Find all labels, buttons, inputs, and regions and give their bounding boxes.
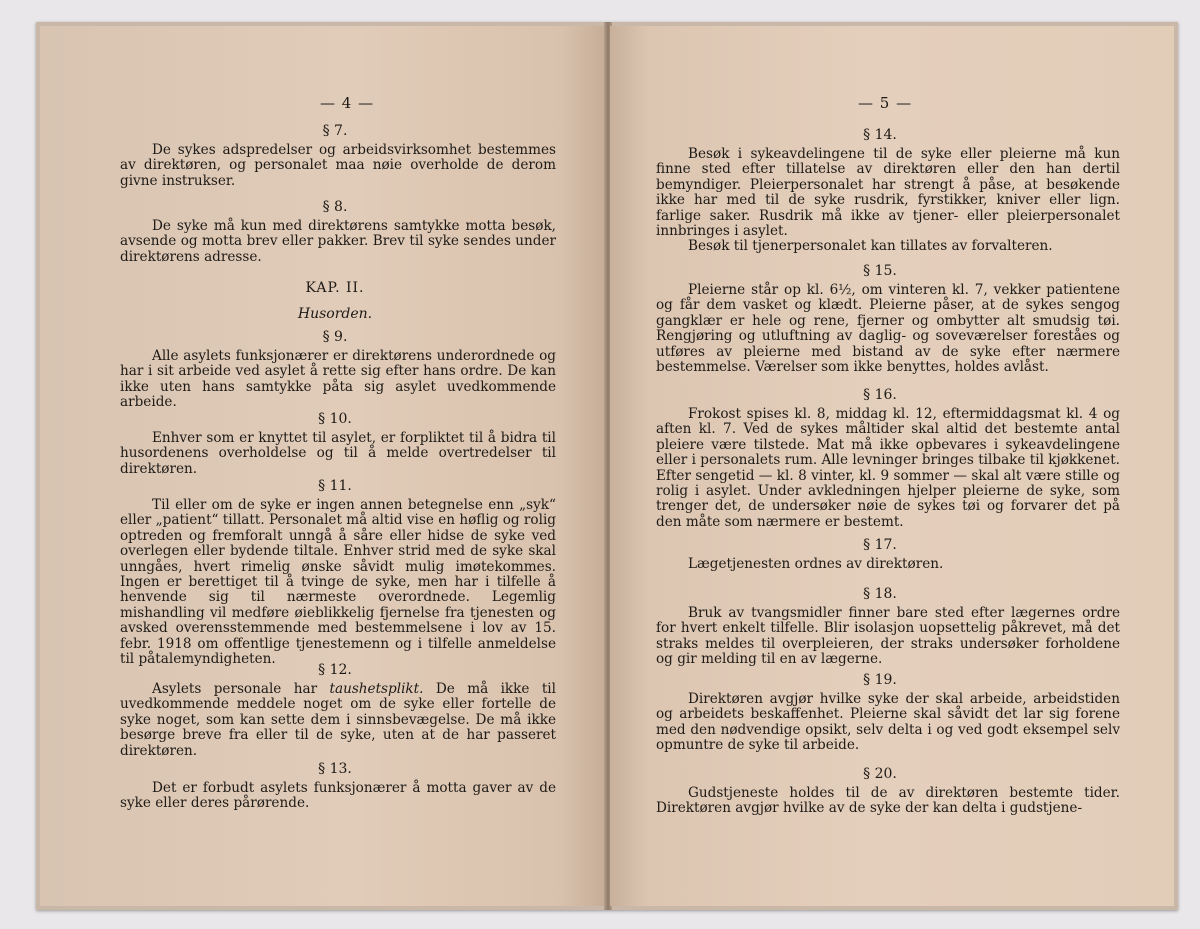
page-number-left: — 4 — — [320, 94, 375, 112]
section-heading: § 13. — [318, 761, 352, 777]
section-text: Pleierne står op kl. 6½, om vinteren kl. 7, vekker patientene og får dem vasket og klædt. Pleierne påser, at de sykes sengog gangklær er hele og rene, fjerner og ombytter alt smudsig tøi. Rengjøring og utluftning av daglig- og soveværelser foreståes og utføres av pleierne med bistand av de syke efter nærmere bestemmelse. Værelser som ikke benyttes, holdes avlåst. — [656, 282, 1120, 376]
section-text: Til eller om de syke er ingen annen betegnelse enn „syk“ eller „patient“ tillatt. Personalet må altid vise en høflig og rolig optreden og fremforalt unngå å såre eller hidse de syke ved overlegen eller bydende tiltale. Enhver strid med de syke skal unngåes, hvert rimelig ønske såvidt mulig imøtekommes. Ingen er berettiget til å tvinge de syke, men har i tilfelle å henvende sig til nærmeste overordnede. Legemlig mishandling vil medføre øieblikkelig fjernelse fra tjenesten og avsked overensstemmende med bestemmelsene i lov av 15. febr. 1918 om offentlige tjenestemenn og i tilfelle anmeldelse til påtalemyndigheten. — [120, 497, 557, 668]
section-heading: § 7. — [322, 123, 348, 139]
left-page — [40, 26, 606, 906]
section-text: De sykes adspredelser og arbeidsvirksomhet bestemmes av direktøren, og personalet maa nøie overholde de derom givne instrukser. — [120, 142, 556, 189]
section-text: Bruk av tvangsmidler finner bare sted efter lægernes ordre for hvert enkelt tilfelle. Blir isolasjon uopsettelig påkrevet, må det straks meldes til overpleieren, der straks undersøker forholdene og gir melding til en av lægerne. — [656, 605, 1120, 668]
section-heading: § 16. — [863, 387, 897, 403]
section-text: Lægetjenesten ordnes av direktøren. — [688, 556, 944, 572]
open-booklet — [36, 22, 1178, 910]
section-text: Alle asylets funksjonærer er direktørens underordnede og har i sit arbeide ved asylet å rette sig efter hans ordre. De kan ikke uten hans samtykke påta sig asylet uvedkommende arbeide. — [120, 348, 556, 411]
chapter-title: Husorden. — [297, 306, 373, 322]
section-heading: § 18. — [863, 586, 897, 602]
section-text: Enhver som er knyttet til asylet, er forpliktet til å bidra til husordenens overholdelse og til å melde overtredelser til direktøren. — [120, 430, 556, 477]
section-heading: § 12. — [318, 662, 352, 678]
section-text: Det er forbudt asylets funksjonærer å motta gaver av de syke eller deres pårørende. — [120, 780, 556, 812]
right-page — [610, 26, 1174, 906]
section-heading: § 19. — [863, 672, 897, 688]
section-heading: § 14. — [863, 127, 897, 143]
section-text: Gudstjeneste holdes til de av direktøren bestemte tider. Direktøren avgjør hvilke av de syke der kan delta i gudstjene- — [656, 785, 1120, 817]
section-heading: § 10. — [318, 411, 352, 427]
page-number-right: — 5 — — [858, 94, 913, 112]
section-heading: § 9. — [322, 329, 348, 345]
section-heading: § 8. — [322, 199, 348, 215]
chapter-heading: KAP. II. — [305, 280, 365, 296]
section-heading: § 11. — [318, 478, 352, 494]
section-heading: § 15. — [863, 263, 897, 279]
section-heading: § 17. — [863, 537, 897, 553]
section-text: Frokost spises kl. 8, middag kl. 12, eftermiddagsmat kl. 4 og aften kl. 7. Ved de sykes måltider skal altid det bestemte antal pleiere være tilstede. Mat må ikke opbevares i sykeavdelingene eller i personalets rum. Alle levninger bringes tilbake til kjøkkenet. Efter sengetid — kl. 8 vinter, kl. 9 sommer — skal alt være stille og rolig i asylet. Under avkledningen hjelper pleierne de syke, som trenger det, de undersøker nøie de sykes tøi og forvarer det på den måte som nærmere er bestemt. — [656, 406, 1120, 530]
section-text: De syke må kun med direktørens samtykke motta besøk, avsende og motta brev eller pakker. Brev til syke sendes under direktørens adresse. — [120, 218, 556, 265]
section-text: Besøk i sykeavdelingene til de syke eller pleierne må kun finne sted efter tillatelse av direktøren eller den han dertil bemyndiger. Pleierpersonalet har strengt å påse, at besøkende ikke har med til de syke rusdrik, fyrstikker, kniver eller lign. farlige saker. Rusdrik må ikke av tjener- eller pleierpersonalet innbringes i asylet. Besøk til tjenerpersonalet kan tillates av forvalteren. — [656, 146, 1120, 255]
section-heading: § 20. — [863, 766, 897, 782]
section-text: Asylets personale har taushetsplikt. De må ikke til uvedkommende meddele noget om de syke eller fortelle de syke noget, som kan sette dem i sinnsbevægelse. De må ikke besørge breve fra eller til de syke, uten at de har passeret direktøren. — [120, 681, 556, 759]
section-text: Direktøren avgjør hvilke syke der skal arbeide, arbeidstiden og arbeidets beskaffenhet. Pleierne skal såvidt det lar sig forene med den nødvendige opsikt, selv delta i og ved godt eksempel selv opmuntre de syke til arbeide. — [656, 691, 1120, 754]
